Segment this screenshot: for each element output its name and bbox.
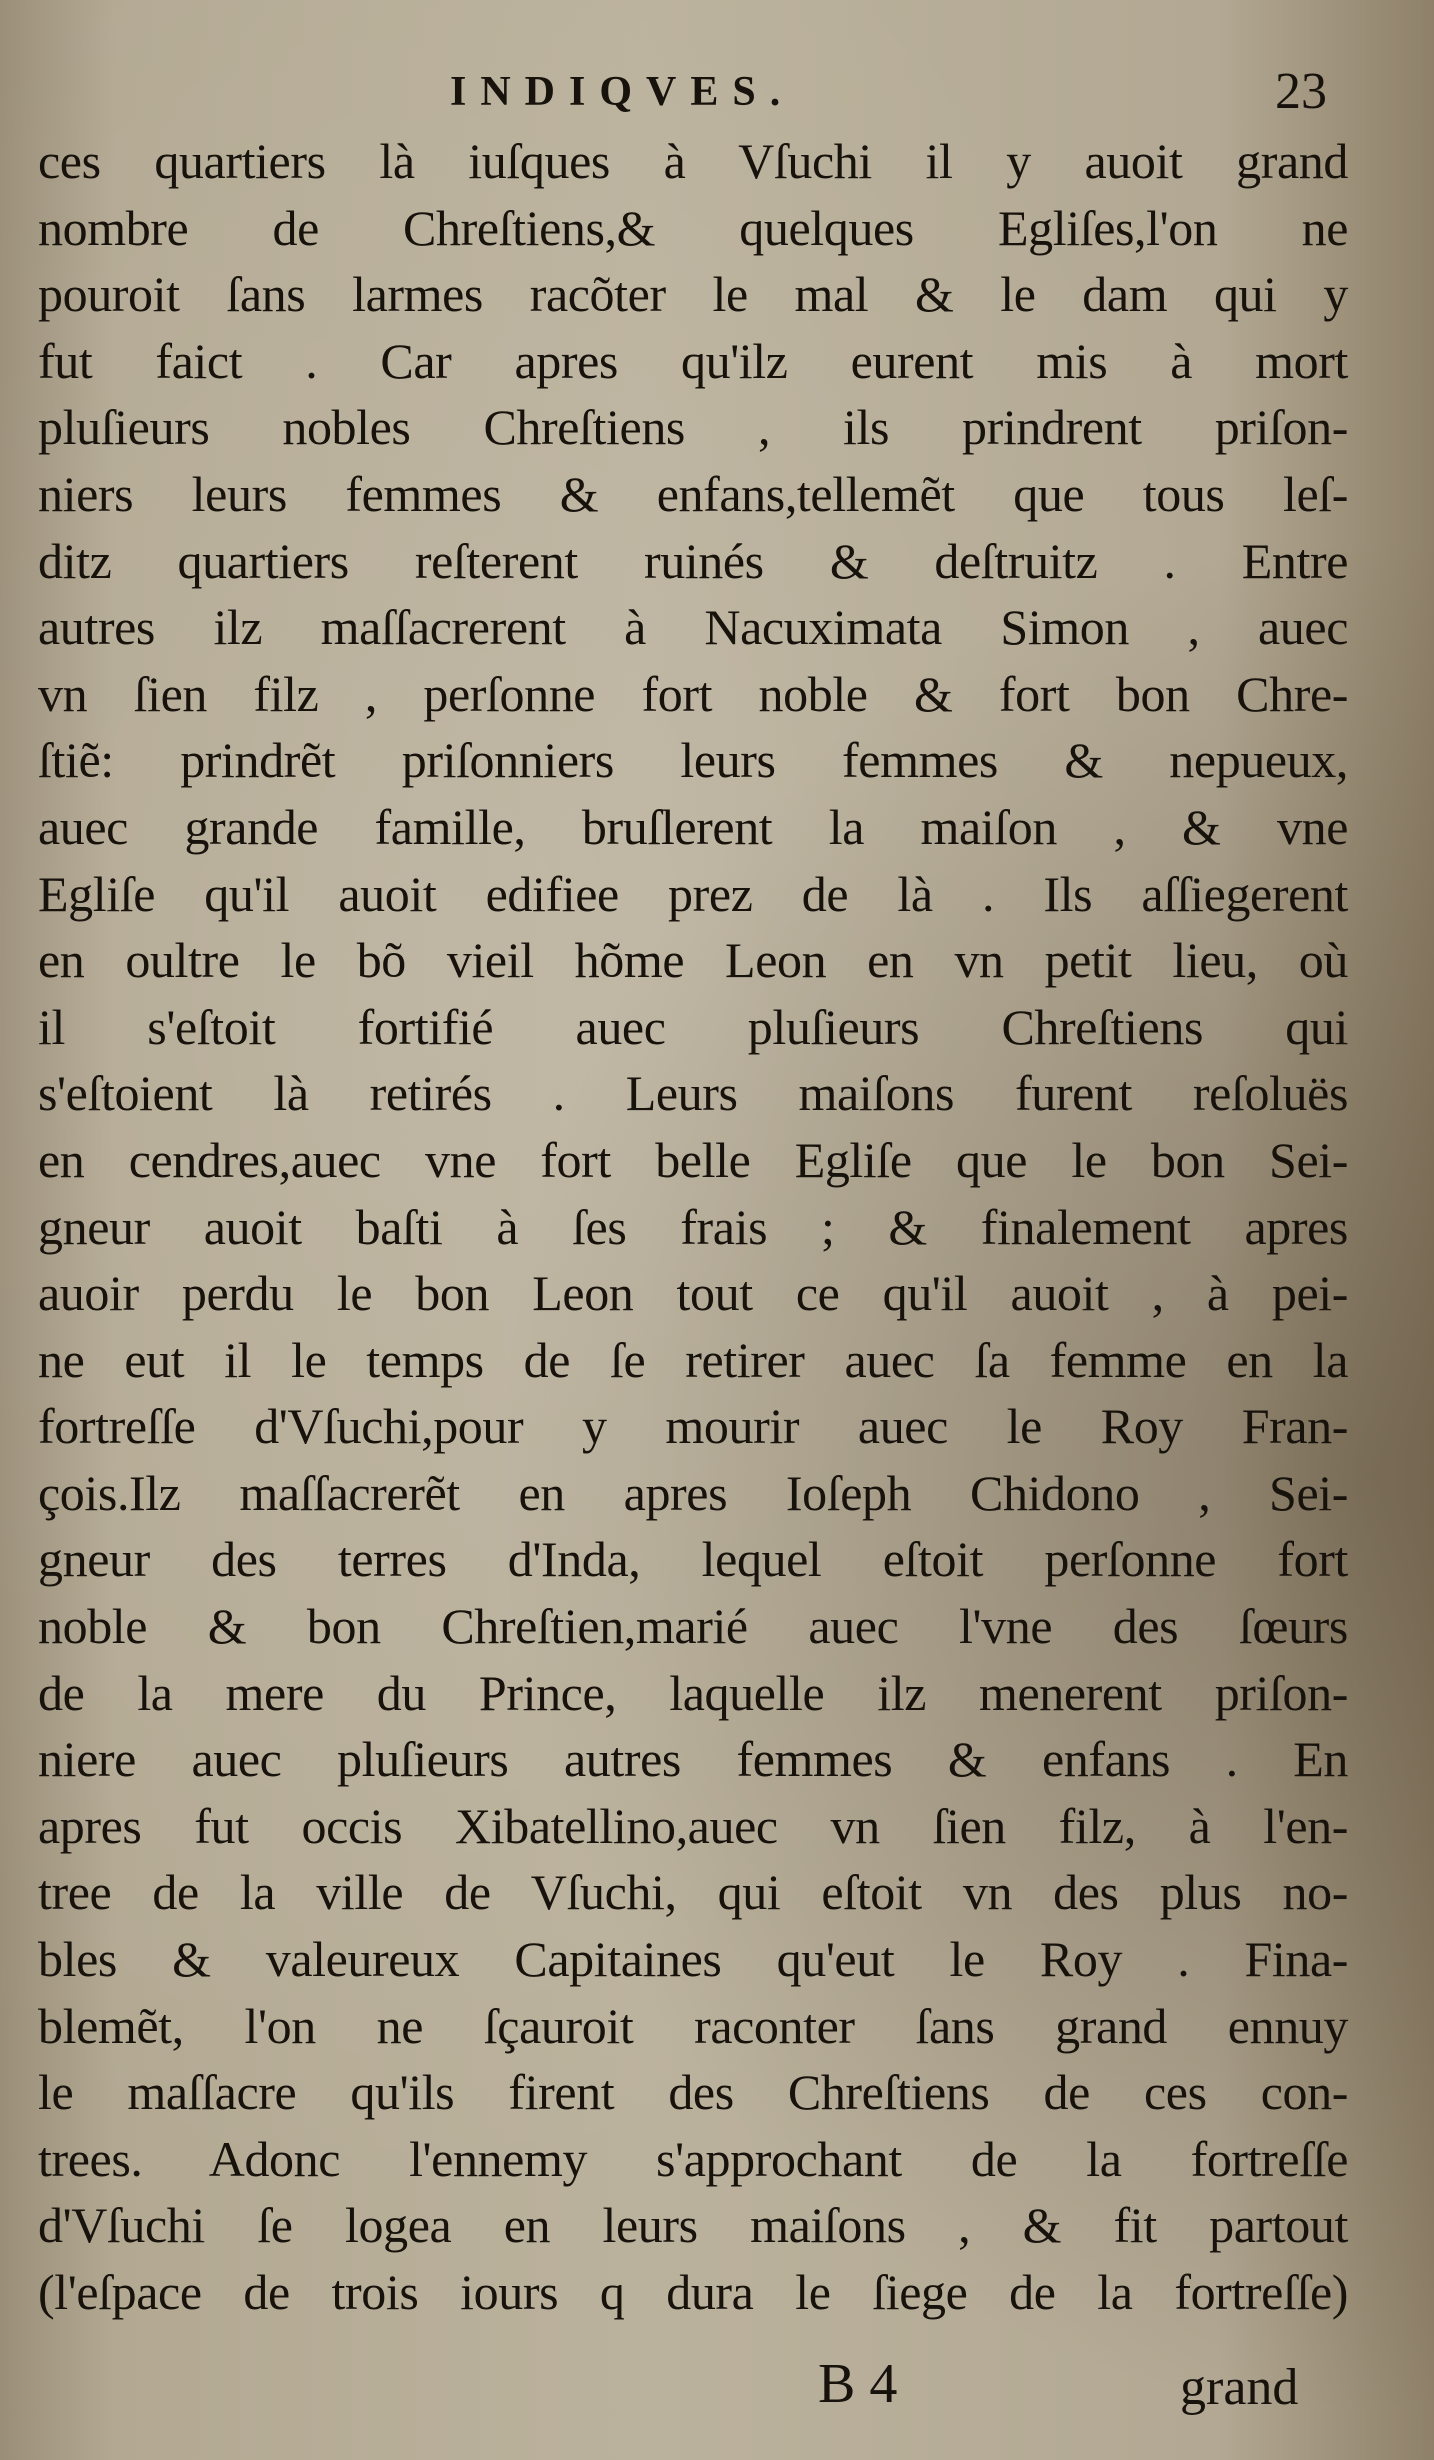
- text-line: ſtiẽ: prindrẽt priſonniers leurs femmes & nepueux,: [38, 732, 1348, 789]
- text-line: niers leurs femmes & enfans,tellemẽt que tous leſ-: [38, 465, 1348, 522]
- text-line: fortreſſe d'Vſuchi,pour y mourir auec le Roy Fran-: [38, 1398, 1348, 1455]
- page-number: 23: [1275, 63, 1327, 120]
- text-line: gneur des terres d'Inda, lequel eſtoit perſonne fort: [38, 1531, 1348, 1588]
- signature-mark: B 4: [818, 2353, 898, 2415]
- text-line: tree de la ville de Vſuchi, qui eſtoit vn des plus no-: [38, 1864, 1348, 1921]
- text-line: d'Vſuchi ſe logea en leurs maiſons , & fit partout: [38, 2197, 1348, 2254]
- text-line: auec grande famille, bruſlerent la maiſon , & vne: [38, 798, 1348, 855]
- text-line: noble & bon Chreſtien,marié auec l'vne des ſœurs: [38, 1598, 1348, 1655]
- text-line: niere auec pluſieurs autres femmes & enfans . En: [38, 1731, 1348, 1788]
- text-line: blemẽt, l'on ne ſçauroit raconter ſans grand ennuy: [38, 1997, 1348, 2054]
- text-line: apres fut occis Xibatellino,auec vn ſien filz, à l'en-: [38, 1797, 1348, 1854]
- text-line: ne eut il le temps de ſe retirer auec ſa femme en la: [38, 1331, 1348, 1388]
- text-line: auoir perdu le bon Leon tout ce qu'il auoit , à pei-: [38, 1265, 1348, 1322]
- text-line: nombre de Chreſtiens,& quelques Egliſes,l'on ne: [38, 199, 1348, 256]
- text-line: pluſieurs nobles Chreſtiens , ils prindrent priſon-: [38, 399, 1348, 456]
- text-line: de la mere du Prince, laquelle ilz menerent priſon-: [38, 1664, 1348, 1721]
- text-line: en oultre le bõ vieil hõme Leon en vn petit lieu, où: [38, 932, 1348, 989]
- text-line: (l'eſpace de trois iours q dura le ſiege de la fortreſſe): [38, 2264, 1348, 2320]
- text-line: il s'eſtoit fortifié auec pluſieurs Chreſtiens qui: [38, 998, 1348, 1055]
- text-line: Egliſe qu'il auoit edifiee prez de là . Ils aſſiegerent: [38, 865, 1348, 922]
- catchword: grand: [1180, 2359, 1299, 2416]
- running-title: INDIQVES.: [450, 69, 795, 115]
- text-line: s'eſtoient là retirés . Leurs maiſons furent reſoluës: [38, 1065, 1348, 1122]
- text-line: fut faict . Car apres qu'ilz eurent mis à mort: [38, 332, 1348, 389]
- page-header: [0, 62, 1434, 122]
- text-line: trees. Adonc l'ennemy s'approchant de la fortreſſe: [38, 2130, 1348, 2187]
- text-line: çois.Ilz maſſacrerẽt en apres Ioſeph Chidono , Sei-: [38, 1464, 1348, 1521]
- text-line: ces quartiers là iuſques à Vſuchi il y auoit grand: [38, 133, 1348, 189]
- text-line: pouroit ſans larmes racõter le mal & le dam qui y: [38, 266, 1348, 323]
- text-line: en cendres,auec vne fort belle Egliſe que le bon Sei-: [38, 1131, 1348, 1188]
- page-footer: [0, 2352, 1434, 2432]
- text-line: le maſſacre qu'ils firent des Chreſtiens de ces con-: [38, 2064, 1348, 2121]
- text-line: bles & valeureux Capitaines qu'eut le Roy . Fina-: [38, 1931, 1348, 1988]
- text-line: vn ſien filz , perſonne fort noble & fort bon Chre-: [38, 665, 1348, 722]
- body-text: [38, 128, 1348, 2326]
- text-line: autres ilz maſſacrerent à Nacuximata Simon , auec: [38, 599, 1348, 656]
- text-line: ditz quartiers reſterent ruinés & deſtruitz . Entre: [38, 532, 1348, 589]
- text-line: gneur auoit baſti à ſes frais ; & finalement apres: [38, 1198, 1348, 1255]
